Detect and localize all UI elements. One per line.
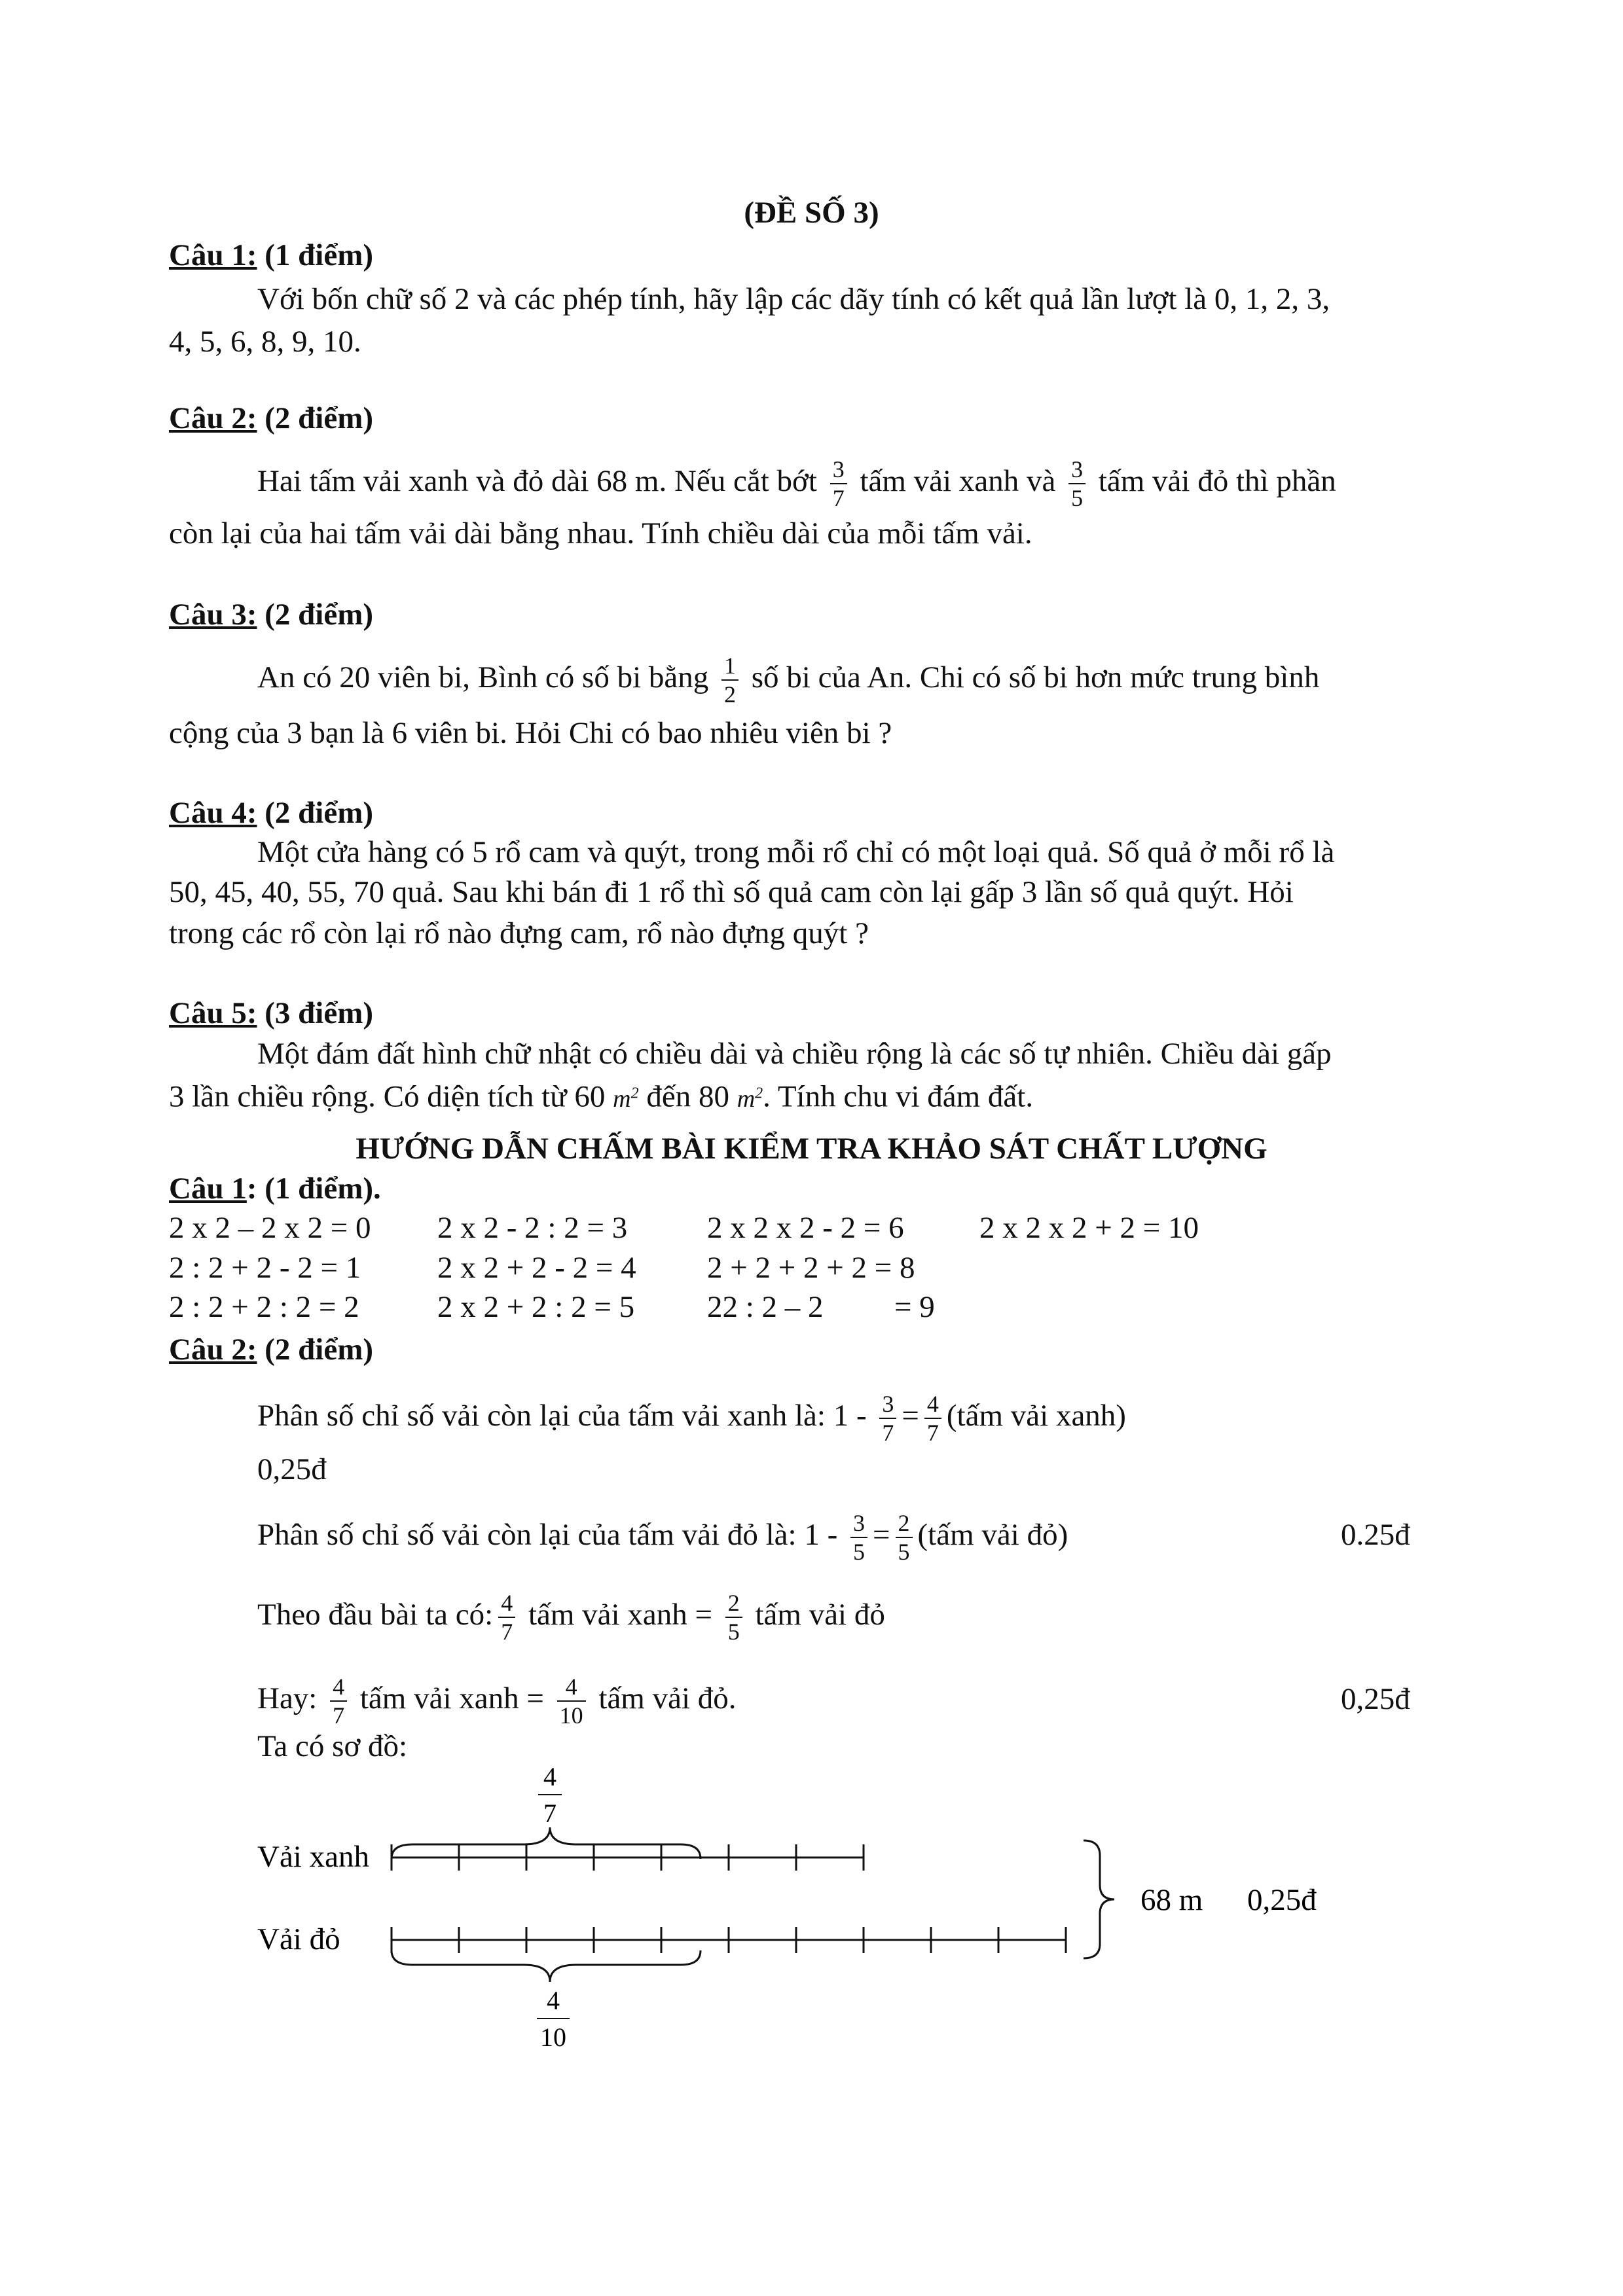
fraction-4-7: $\frac{4}{7}$ (330, 1673, 347, 1729)
step-2-unit: (tấm vải đỏ) (917, 1518, 1068, 1552)
guide-title: HƯỚNG DẪN CHẤM BÀI KIỂM TRA KHẢO SÁT CHẤT LƯỢNG (356, 1132, 1267, 1166)
answer-2-header (169, 1330, 373, 1369)
green-fabric-bar (392, 1844, 864, 1871)
question-5-header (169, 994, 373, 1033)
diagram-score: 0,25đ (1247, 1883, 1317, 1917)
answer-2-step-2 (257, 1499, 1068, 1571)
step-5-text: Ta có sơ đồ: (257, 1729, 408, 1763)
unit-m2: $m^2$ (613, 1085, 639, 1113)
question-2-text-b: tấm vải xanh và (860, 464, 1056, 498)
red-fabric-bar (392, 1927, 1066, 1953)
step-1-text: Phân số chỉ số vải còn lại của tấm vải xanh là: 1 - (257, 1399, 867, 1433)
fraction-2-5: $\frac{2}{5}$ (896, 1509, 913, 1566)
step-3-text-b: tấm vải xanh = (528, 1598, 712, 1632)
expression: 2 : 2 + 2 : 2 = 2 (169, 1290, 359, 1324)
question-4-header (169, 793, 373, 833)
fraction-4-10: $\frac{4}{10}$ (557, 1673, 586, 1729)
right-brace (1084, 1840, 1114, 1958)
question-1-header (169, 236, 373, 275)
question-5-points: (3 điểm) (264, 996, 373, 1030)
answer-2-step-1 (257, 1380, 1126, 1452)
expression: 2 x 2 – 2 x 2 = 0 (169, 1211, 371, 1245)
step-1-unit: (tấm vải xanh) (946, 1399, 1126, 1433)
bottom-fraction-numerator: 4 (547, 1986, 560, 2015)
fraction-2-5: $\frac{2}{5}$ (725, 1589, 742, 1645)
total-length: 68 m (1140, 1883, 1203, 1917)
question-5-label: Câu 5: (169, 996, 257, 1030)
fraction-3-5: $\frac{3}{5}$ (850, 1509, 867, 1566)
step-4-score: 0,25đ (1341, 1682, 1410, 1716)
expression: 2 x 2 x 2 + 2 = 10 (979, 1211, 1199, 1245)
fraction-4-7: $\frac{4}{7}$ (498, 1589, 515, 1645)
answer-1-row-3 (169, 1287, 1315, 1327)
question-4-line-1: Một cửa hàng có 5 rổ cam và quýt, trong mỗi rổ chỉ có một loại quả. Số quả ở mỗi rổ là (257, 835, 1335, 869)
answer-1-header (169, 1169, 381, 1208)
expression: 2 x 2 + 2 - 2 = 4 (437, 1251, 636, 1285)
expression: 22 : 2 – 2 (707, 1290, 824, 1324)
expression: 2 : 2 + 2 - 2 = 1 (169, 1251, 361, 1285)
fraction-3-7: $\frac{3}{7}$ (830, 456, 847, 512)
question-5-text-c: . Tính chu vi đám đất. (763, 1079, 1034, 1114)
expression: 2 x 2 - 2 : 2 = 3 (437, 1211, 628, 1245)
step-1-score: 0,25đ (257, 1452, 327, 1486)
top-fraction-numerator: 4 (543, 1762, 556, 1791)
expression: 2 x 2 x 2 - 2 = 6 (707, 1211, 904, 1245)
question-3-points: (2 điểm) (264, 598, 373, 632)
expression: 2 x 2 + 2 : 2 = 5 (437, 1290, 635, 1324)
segment-diagram (0, 1754, 1623, 2055)
step-4-text-a: Hay: (257, 1681, 318, 1715)
question-5-text-b: đến 80 (646, 1079, 729, 1114)
question-4-label: Câu 4: (169, 796, 257, 830)
question-2-line-2: còn lại của hai tấm vải dài bằng nhau. Tính chiều dài của mỗi tấm vải. (169, 516, 1032, 550)
answer-1-row-2 (169, 1248, 1315, 1287)
exam-title: (ĐỀ SỐ 3) (744, 196, 879, 230)
question-5-line-2 (169, 1073, 1033, 1119)
question-3-text-b: số bi của An. Chi có số bi hơn mức trung bình (751, 660, 1320, 694)
step-4-text-b: tấm vải xanh = (359, 1681, 544, 1715)
question-5-text-a: 3 lần chiều rộng. Có diện tích từ 60 (169, 1079, 606, 1114)
question-1-points: (1 điểm) (264, 238, 373, 272)
question-3-text-a: An có 20 viên bi, Bình có số bi bằng (257, 660, 709, 694)
question-5-line-1: Một đám đất hình chữ nhật có chiều dài và chiều rộng là các số tự nhiên. Chiều dài gấp (257, 1037, 1332, 1071)
equals-sign: = (873, 1518, 890, 1552)
question-2-points: (2 điểm) (264, 401, 373, 435)
step-4-text-c: tấm vải đỏ. (598, 1681, 737, 1715)
expression: 2 + 2 + 2 + 2 = 8 (707, 1251, 915, 1285)
question-2-text-a: Hai tấm vải xanh và đỏ dài 68 m. Nếu cắt bớt (257, 464, 817, 498)
bottom-brace (392, 1950, 701, 1982)
answer-1-points: (1 điểm). (264, 1172, 381, 1206)
fraction-3-7: $\frac{3}{7}$ (879, 1390, 896, 1446)
question-3-line-2: cộng của 3 bạn là 6 viên bi. Hỏi Chi có bao nhiêu viên bi ? (169, 716, 892, 750)
step-3-text-a: Theo đầu bài ta có: (257, 1598, 494, 1632)
question-1-line-2: 4, 5, 6, 8, 9, 10. (169, 325, 361, 359)
fraction-3-5: $\frac{3}{5}$ (1068, 456, 1085, 512)
answer-2-step-3 (257, 1579, 885, 1651)
question-1-label: Câu 1: (169, 238, 257, 272)
top-brace (392, 1827, 701, 1859)
question-3-label: Câu 3: (169, 598, 257, 632)
answer-2-label: Câu 2: (169, 1333, 257, 1367)
question-3-line-1 (257, 641, 1319, 713)
question-4-line-2: 50, 45, 40, 55, 70 quả. Sau khi bán đi 1 rổ thì số quả cam còn lại gấp 3 lần số quả quýt. Hỏi (169, 875, 1294, 909)
question-2-line-1 (257, 445, 1336, 517)
label-vai-xanh: Vải xanh (257, 1840, 369, 1874)
question-4-points: (2 điểm) (264, 796, 373, 830)
answer-1-label: Câu 1 (169, 1172, 247, 1206)
question-2-header (169, 399, 373, 438)
label-vai-do: Vải đỏ (257, 1922, 340, 1956)
equals-sign: = (902, 1399, 919, 1433)
question-1-line-1: Với bốn chữ số 2 và các phép tính, hãy lập các dãy tính có kết quả lần lượt là 0, 1, 2, 3, (257, 282, 1330, 316)
question-2-text-c: tấm vải đỏ thì phần (1098, 464, 1336, 498)
answer-1-colon: : (246, 1172, 257, 1206)
fraction-1-2: $\frac{1}{2}$ (721, 652, 739, 708)
step-3-text-c: tấm vải đỏ (755, 1598, 885, 1632)
expression-result: = 9 (894, 1290, 935, 1324)
answer-2-step-4 (257, 1662, 737, 1734)
unit-m2: $m^2$ (737, 1085, 763, 1113)
question-2-label: Câu 2: (169, 401, 257, 435)
question-4-line-3: trong các rổ còn lại rổ nào đựng cam, rổ nào đựng quýt ? (169, 916, 869, 950)
step-2-score: 0.25đ (1341, 1518, 1410, 1552)
fraction-4-7: $\frac{4}{7}$ (924, 1390, 941, 1446)
step-2-text: Phân số chỉ số vải còn lại của tấm vải đỏ là: 1 - (257, 1518, 838, 1552)
question-3-header (169, 595, 373, 634)
answer-2-points: (2 điểm) (264, 1333, 373, 1367)
bottom-fraction-denominator: 10 (540, 2022, 566, 2052)
answer-1-row-1 (169, 1208, 1315, 1247)
top-fraction-denominator: 7 (543, 1799, 556, 1828)
